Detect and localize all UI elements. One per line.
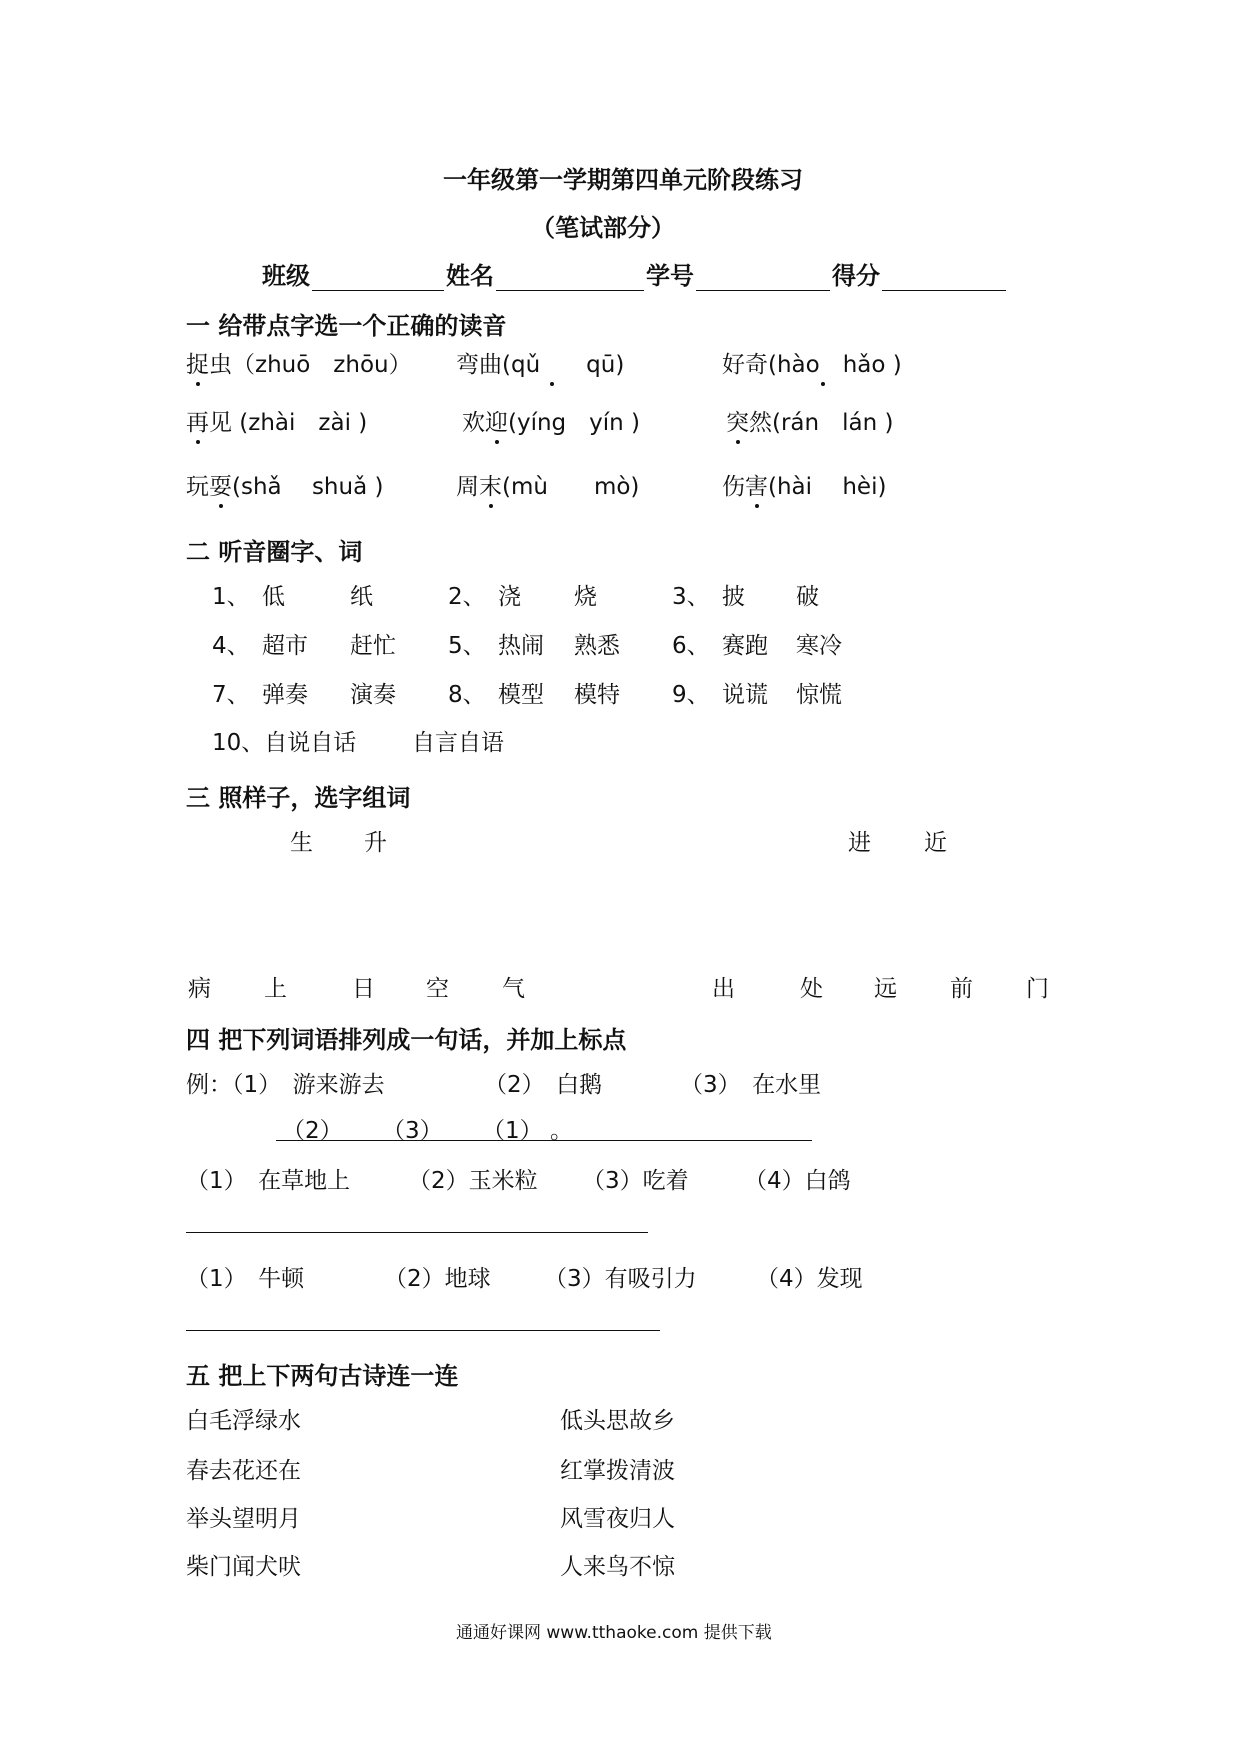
poem-left-line[interactable]: 柴门闻犬吠 bbox=[186, 1554, 301, 1580]
dotted-char: 害 bbox=[745, 468, 768, 501]
s4-example-answer bbox=[0, 1112, 1240, 1142]
id-field[interactable] bbox=[696, 264, 830, 291]
item-char: 然 bbox=[749, 410, 772, 436]
dotted-char: 捉 bbox=[186, 346, 209, 379]
item-pinyin: (shǎ shuǎ ) bbox=[232, 474, 384, 500]
s1-item bbox=[186, 346, 412, 379]
class-field[interactable] bbox=[312, 264, 444, 291]
example-part: 例：（1） 游来游去 bbox=[186, 1072, 385, 1098]
student-info bbox=[262, 256, 1008, 291]
choice-option[interactable]: 惊慌 bbox=[796, 682, 842, 708]
word-char[interactable]: 前 bbox=[950, 976, 973, 1002]
name-field[interactable] bbox=[496, 264, 644, 291]
q1-part: （3）吃着 bbox=[582, 1168, 689, 1194]
choice-option[interactable]: 自言自语 bbox=[412, 730, 504, 756]
dotted-char: 曲(qǔ qū) bbox=[479, 346, 624, 379]
choice-option[interactable]: 低 bbox=[262, 584, 285, 610]
pair-char: 近 bbox=[924, 830, 947, 856]
answer-part: （1） bbox=[482, 1118, 543, 1144]
item-number: 8、 bbox=[448, 682, 486, 708]
word-char[interactable]: 日 bbox=[352, 976, 375, 1002]
poem-right-line[interactable]: 人来鸟不惊 bbox=[560, 1554, 675, 1580]
choice-option[interactable]: 超市 bbox=[262, 633, 308, 659]
item-pinyin: (yíng yín ) bbox=[508, 410, 641, 436]
item-char: 弯 bbox=[456, 352, 479, 378]
score-field[interactable] bbox=[882, 264, 1006, 291]
s1-item bbox=[186, 468, 383, 501]
q2-part: （2）地球 bbox=[384, 1266, 491, 1292]
dotted-char: 迎 bbox=[485, 404, 508, 437]
s4-example bbox=[0, 1066, 1240, 1096]
class-label: 班级 bbox=[262, 262, 310, 290]
s3-pairs bbox=[0, 824, 1240, 854]
choice-option[interactable]: 演奏 bbox=[350, 682, 396, 708]
choice-option[interactable]: 说谎 bbox=[722, 682, 768, 708]
dotted-char: 耍 bbox=[209, 468, 232, 501]
s2-row bbox=[0, 724, 1240, 754]
poem-right-line[interactable]: 红掌拨清波 bbox=[560, 1458, 675, 1484]
pair-char: 生 bbox=[290, 830, 313, 856]
dotted-char: 末 bbox=[479, 468, 502, 501]
word-char[interactable]: 病 bbox=[188, 976, 211, 1002]
item-pinyin: (rán lán ) bbox=[772, 410, 894, 436]
q1-answer-line[interactable] bbox=[186, 1232, 648, 1233]
s3-words bbox=[0, 970, 1240, 1000]
word-char[interactable]: 出 bbox=[712, 976, 735, 1002]
word-char[interactable]: 远 bbox=[874, 976, 897, 1002]
choice-option[interactable]: 披 bbox=[722, 584, 745, 610]
choice-option[interactable]: 寒冷 bbox=[796, 633, 842, 659]
id-label: 学号 bbox=[646, 262, 694, 290]
poem-right-line[interactable]: 风雪夜归人 bbox=[560, 1506, 675, 1532]
dotted-char: 奇(hào hǎo ) bbox=[745, 346, 902, 379]
word-char[interactable]: 上 bbox=[264, 976, 287, 1002]
q2-part: （4）发现 bbox=[756, 1266, 863, 1292]
pair-char: 升 bbox=[364, 830, 387, 856]
item-char: 玩 bbox=[186, 474, 209, 500]
example-part: （3） 在水里 bbox=[680, 1072, 822, 1098]
item-char: 周 bbox=[456, 474, 479, 500]
q2-part: （3）有吸引力 bbox=[544, 1266, 697, 1292]
page-subtitle: （笔试部分） bbox=[531, 214, 675, 242]
poem-right-line[interactable]: 低头思故乡 bbox=[560, 1408, 675, 1434]
item-number: 3、 bbox=[672, 584, 710, 610]
s1-item bbox=[456, 346, 624, 379]
item-char: 好 bbox=[722, 352, 745, 378]
section-1-heading: 一 给带点字选一个正确的读音 bbox=[186, 312, 507, 340]
name-label: 姓名 bbox=[446, 262, 494, 290]
item-rest: 虫（zhuō zhōu） bbox=[209, 352, 412, 378]
item-char: 伤 bbox=[722, 474, 745, 500]
footer-credit: 通通好课网 www.tthaoke.com 提供下载 bbox=[456, 1623, 772, 1643]
dotted-char: 突 bbox=[726, 404, 749, 437]
s1-item bbox=[722, 468, 886, 501]
item-number: 7、 bbox=[212, 682, 250, 708]
pair-char: 进 bbox=[848, 830, 871, 856]
item-pinyin: (mù mò) bbox=[502, 474, 640, 500]
item-number: 1、 bbox=[212, 584, 250, 610]
choice-option[interactable]: 10、自说自话 bbox=[212, 730, 357, 756]
choice-option[interactable]: 赛跑 bbox=[722, 633, 768, 659]
answer-part: （2） bbox=[282, 1118, 343, 1144]
item-char: 欢 bbox=[462, 410, 485, 436]
q2-answer-line[interactable] bbox=[186, 1330, 660, 1331]
item-number: 6、 bbox=[672, 633, 710, 659]
choice-option[interactable]: 纸 bbox=[350, 584, 373, 610]
score-label: 得分 bbox=[832, 262, 880, 290]
s1-item bbox=[186, 404, 367, 437]
word-char[interactable]: 气 bbox=[502, 976, 525, 1002]
item-rest: 见 (zhài zài ) bbox=[209, 410, 368, 436]
q2-part: （1） 牛顿 bbox=[186, 1266, 305, 1292]
section-4-heading: 四 把下列词语排列成一句话，并加上标点 bbox=[186, 1026, 627, 1054]
q1-part: （1） 在草地上 bbox=[186, 1168, 351, 1194]
s1-item bbox=[722, 346, 902, 379]
choice-option[interactable]: 弹奏 bbox=[262, 682, 308, 708]
s2-row bbox=[0, 676, 1240, 706]
q1-part: （2）玉米粒 bbox=[408, 1168, 538, 1194]
example-part: （2） 白鹅 bbox=[484, 1072, 603, 1098]
item-number: 4、 bbox=[212, 633, 250, 659]
choice-option[interactable]: 浇 bbox=[498, 584, 521, 610]
choice-option[interactable]: 赶忙 bbox=[350, 633, 396, 659]
s1-item bbox=[726, 404, 893, 437]
item-number: 9、 bbox=[672, 682, 710, 708]
choice-option[interactable]: 熟悉 bbox=[574, 633, 620, 659]
q1-part: （4）白鸽 bbox=[744, 1168, 851, 1194]
choice-option[interactable]: 破 bbox=[796, 584, 819, 610]
s4-q2 bbox=[0, 1260, 1240, 1290]
example-underline bbox=[276, 1140, 812, 1141]
word-char[interactable]: 空 bbox=[426, 976, 449, 1002]
choice-option[interactable]: 烧 bbox=[574, 584, 597, 610]
item-pinyin: (hài hèi) bbox=[768, 474, 887, 500]
s2-row bbox=[0, 578, 1240, 608]
s4-q1 bbox=[0, 1162, 1240, 1192]
s2-row bbox=[0, 627, 1240, 657]
answer-part: 。 bbox=[550, 1118, 573, 1144]
section-5-heading: 五 把上下两句古诗连一连 bbox=[186, 1362, 459, 1390]
word-char[interactable]: 处 bbox=[800, 976, 823, 1002]
poem-left-line[interactable]: 白毛浮绿水 bbox=[186, 1408, 301, 1434]
choice-option[interactable]: 热闹 bbox=[498, 633, 544, 659]
s1-item bbox=[456, 468, 639, 501]
poem-left-line[interactable]: 春去花还在 bbox=[186, 1458, 301, 1484]
section-3-heading: 三 照样子，选字组词 bbox=[186, 784, 411, 812]
page-title: 一年级第一学期第四单元阶段练习 bbox=[443, 166, 803, 194]
choice-option[interactable]: 模特 bbox=[574, 682, 620, 708]
poem-left-line[interactable]: 举头望明月 bbox=[186, 1506, 301, 1532]
s1-item bbox=[462, 404, 640, 437]
item-number: 2、 bbox=[448, 584, 486, 610]
word-char[interactable]: 门 bbox=[1026, 976, 1049, 1002]
section-2-heading: 二 听音圈字、词 bbox=[186, 538, 363, 566]
item-number: 5、 bbox=[448, 633, 486, 659]
answer-part: （3） bbox=[382, 1118, 443, 1144]
choice-option[interactable]: 模型 bbox=[498, 682, 544, 708]
dotted-char: 再 bbox=[186, 404, 209, 437]
